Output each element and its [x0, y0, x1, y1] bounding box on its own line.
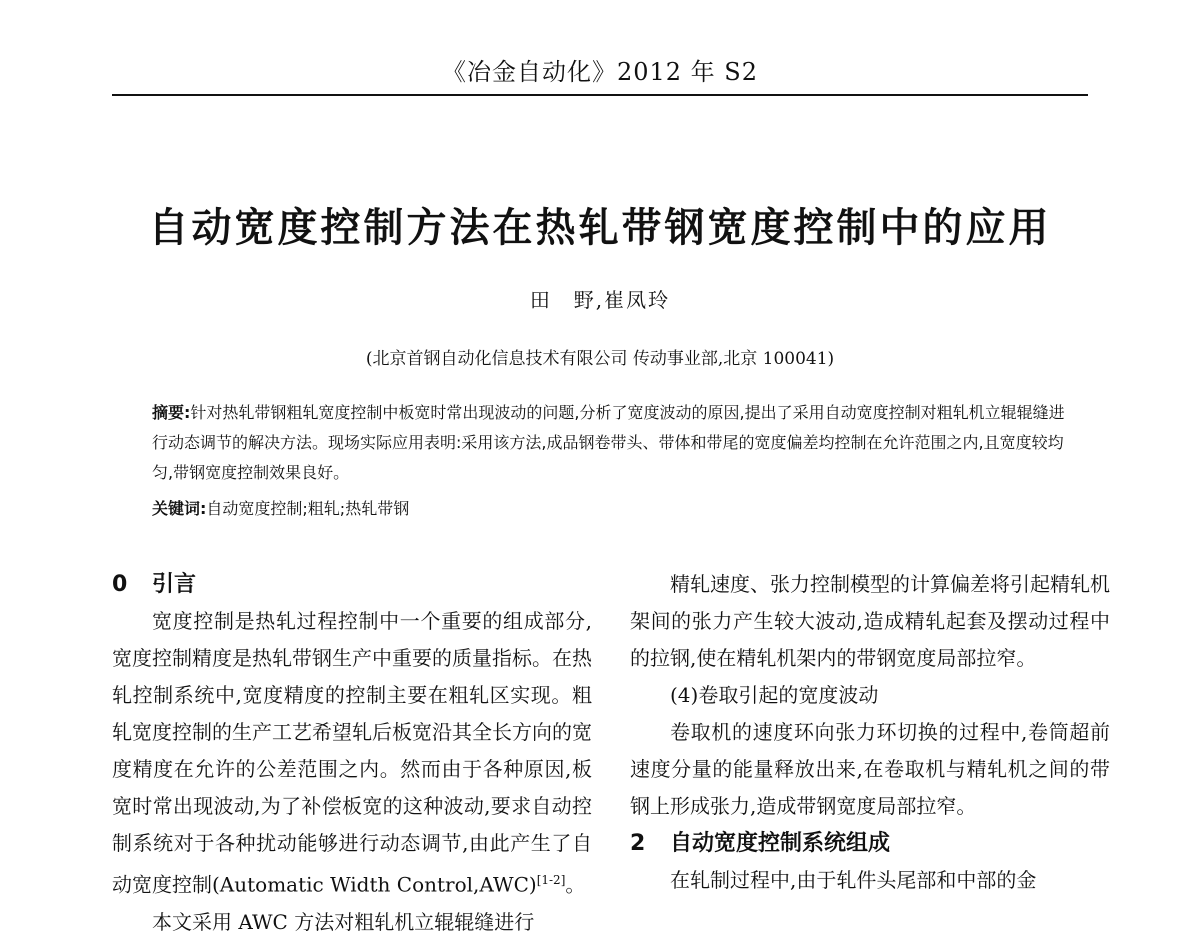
section-0-title: 引言 [152, 572, 197, 597]
keywords [152, 494, 1072, 524]
paper-title: 自动宽度控制方法在热轧带钢宽度控制中的应用 [148, 205, 1052, 251]
header-rule [112, 94, 1088, 96]
keywords-text: 自动宽度控制;粗轧;热轧带钢 [206, 499, 410, 518]
intro-end: 。 [565, 872, 586, 897]
section-0-heading [112, 566, 592, 603]
section-2-heading [630, 825, 1110, 862]
abstract [152, 398, 1072, 488]
section-2-title: 自动宽度控制系统组成 [670, 831, 891, 856]
left-column [112, 566, 592, 941]
tension-paragraph: 精轧速度、张力控制模型的计算偏差将引起精轧机架间的张力产生较大波动,造成精轧起套及摆动过程中的拉钢,使在精轧机架内的带钢宽度局部拉窄。 [630, 572, 1110, 670]
section-0-number: 0 [112, 572, 128, 597]
intro-paragraph [112, 603, 592, 904]
citation-ref: [1-2] [536, 873, 566, 887]
journal-header: 《冶金自动化》2012 年 S2 [441, 58, 759, 86]
section-2-paragraph: 在轧制过程中,由于轧件头尾部和中部的金 [670, 868, 1037, 892]
paper-affiliation: (北京首钢自动化信息技术有限公司 传动事业部,北京 100041) [365, 349, 835, 369]
coiler-paragraph: 卷取机的速度环向张力环切换的过程中,卷筒超前速度分量的能量释放出来,在卷取机与精轧机之间的带钢上形成张力,造成带钢宽度局部拉窄。 [630, 720, 1110, 818]
intro-text: 宽度控制是热轧过程控制中一个重要的组成部分,宽度控制精度是热轧带钢生产中重要的质量指标。在热轧控制系统中,宽度精度的控制主要在粗轧区实现。粗轧宽度控制的生产工艺希望轧后板宽沿其全长方向的宽度精度在允许的公差范围之内。然而由于各种原因,板宽时常出现波动,为了补偿板宽的这种波动,要求自动控制系统对于各种扰动能够进行动态调节,由此产生了自动宽度控制(Automatic Width Control,AWC) [112, 609, 592, 897]
keywords-label: 关键词: [152, 499, 207, 518]
abstract-text: 针对热轧带钢粗轧宽度控制中板宽时常出现波动的问题,分析了宽度波动的原因,提出了采用自动宽度控制对粗轧机立辊辊缝进行动态调节的解决方法。现场实际应用表明:采用该方法,成品钢卷带头、带体和带尾的宽度偏差均控制在允许范围之内,且宽度较均匀,带钢宽度控制效果良好。 [152, 403, 1065, 482]
paper-authors: 田 野,崔凤玲 [529, 288, 671, 312]
intro-paragraph-2: 本文采用 AWC 方法对粗轧机立辊辊缝进行 [152, 909, 535, 934]
section-2-number: 2 [630, 831, 646, 856]
right-column [630, 566, 1110, 899]
abstract-label: 摘要: [152, 403, 191, 422]
subsection-4-heading: (4)卷取引起的宽度波动 [670, 683, 879, 707]
